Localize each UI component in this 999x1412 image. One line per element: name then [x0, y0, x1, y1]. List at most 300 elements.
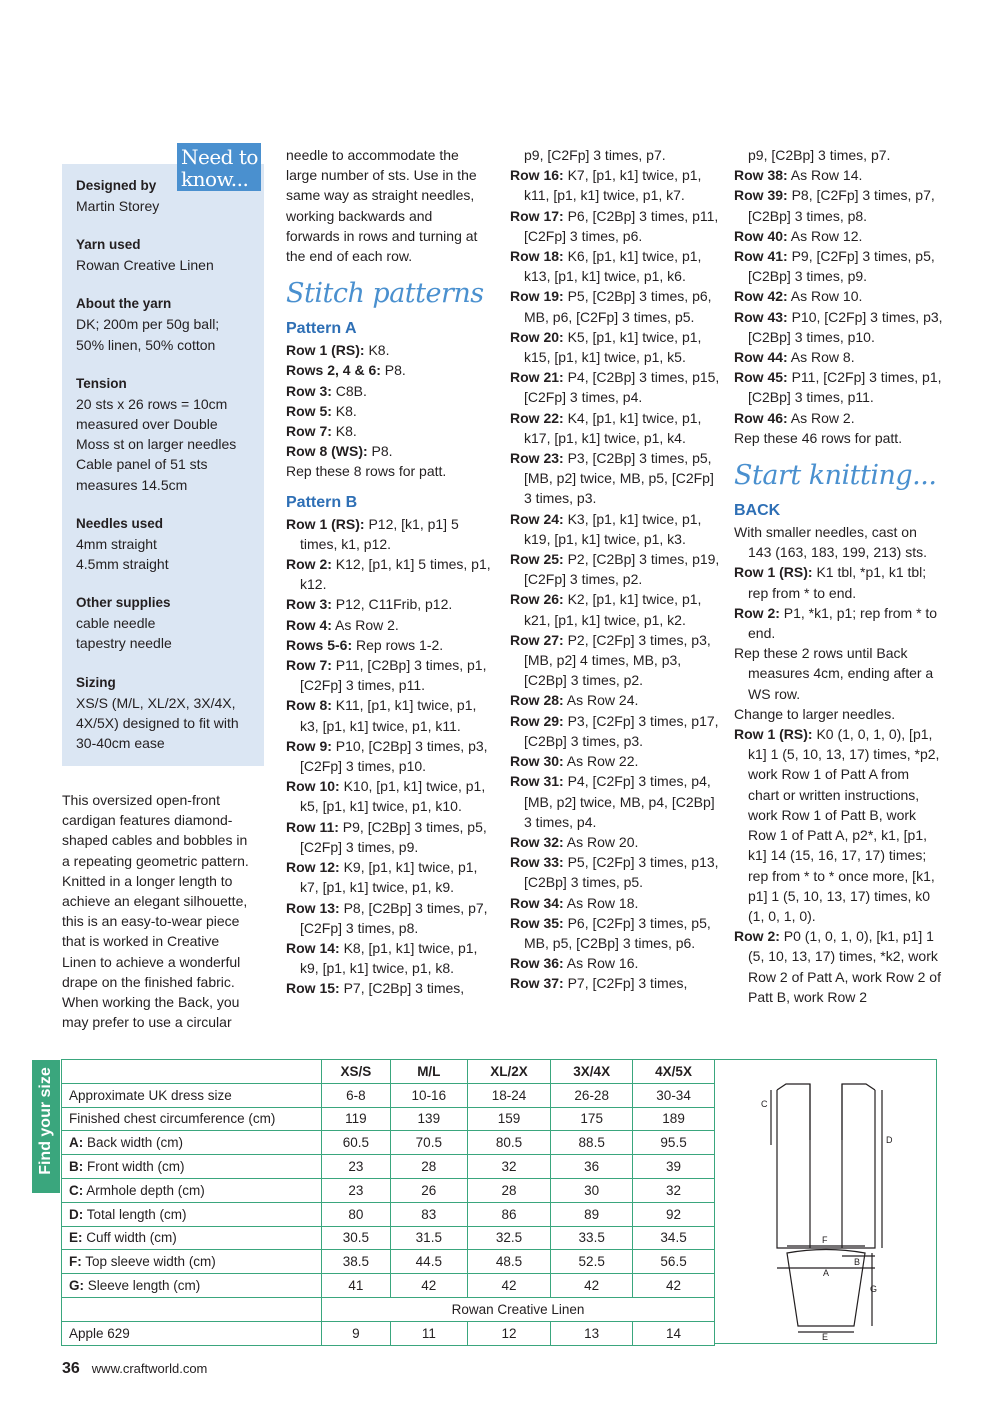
table-cell: 139 — [390, 1107, 467, 1131]
instruction-row — [734, 603, 944, 643]
row-label: Row 28: — [510, 692, 564, 709]
row-label: Row 31: — [510, 773, 564, 790]
row-label: Row 13: — [286, 899, 340, 916]
row-label-text: Sleeve length (cm) — [84, 1278, 201, 1294]
instruction-row — [734, 562, 944, 602]
table-row — [62, 1107, 715, 1131]
col1-intro-line: same way as straight needles, — [286, 187, 475, 204]
right-front-outline — [842, 1084, 875, 1140]
sidebar-block — [76, 374, 254, 495]
row-text: P3, [C2Bp] 3 times, p5, [MB, p2] twice, MB, p5, [C2Fp] 3 times, p3. — [524, 450, 714, 507]
row-text: K9, [p1, k1] twice, p1, k7, [p1, k1] twice, p1, k9. — [300, 859, 478, 896]
row-label: Row 8 (WS): — [286, 443, 368, 460]
instruction-row — [510, 913, 724, 953]
row-text: P9, [C2Fp] 3 times, p5, [C2Bp] 3 times, p9. — [748, 248, 935, 285]
label-e: E — [822, 1332, 829, 1342]
sidebar-line: 50% linen, 50% cotton — [76, 336, 216, 353]
row-text: As Row 14. — [787, 167, 863, 184]
left-front-outline — [777, 1084, 810, 1140]
instruction-row — [286, 381, 496, 401]
row-text: P8, [C2Fp] 3 times, p7, [C2Bp] 3 times, p8. — [748, 187, 935, 224]
table-cell: 38.5 — [322, 1250, 391, 1274]
row-label: Row 17: — [510, 207, 564, 224]
intro-line: this is an easy-to-wear piece — [62, 913, 240, 930]
label-b: B — [854, 1257, 861, 1267]
table-row-label — [62, 1178, 322, 1202]
table-row — [62, 1083, 715, 1107]
row-text: P8, [C2Bp] 3 times, p7, [C2Fp] 3 times, p8. — [300, 899, 488, 936]
row-text: Rep these 2 rows until Back measures 4cm, ending after a WS row. — [734, 645, 934, 702]
row-label: Row 34: — [510, 894, 564, 911]
instruction-row — [734, 704, 944, 724]
row-text: K8. — [364, 342, 390, 359]
row-text: As Row 2. — [787, 409, 855, 426]
instruction-row — [510, 832, 724, 852]
row-key: D: — [69, 1206, 84, 1222]
row-text: K10, [p1, k1] twice, p1, k5, [p1, k1] twice, p1, k10. — [300, 778, 486, 815]
label-a: A — [823, 1268, 830, 1278]
table-header-size: M/L — [390, 1060, 467, 1084]
sidebar-heading: Sizing — [76, 674, 116, 690]
sidebar-line: Moss st on larger needles — [76, 436, 237, 453]
sidebar-line: 4.5mm straight — [76, 556, 169, 573]
sidebar-line: 30-40cm ease — [76, 735, 165, 752]
intro-text — [62, 790, 272, 1032]
row-text: P10, [C2Bp] 3 times, p3, [C2Fp] 3 times, p10. — [300, 737, 488, 775]
instruction-row — [734, 165, 944, 185]
row-label: Row 36: — [510, 955, 564, 972]
row-text: P2, [C2Bp] 3 times, p19, [C2Fp] 3 times, p2. — [524, 551, 720, 588]
back-heading: BACK — [734, 502, 781, 520]
instruction-row — [286, 401, 496, 421]
row-label: Row 33: — [510, 854, 564, 871]
stitch-patterns-heading: Stitch patterns — [286, 278, 484, 310]
colour-label: Apple 629 — [62, 1321, 322, 1345]
table-cell: 42 — [467, 1274, 550, 1298]
table-row-label — [62, 1131, 322, 1155]
instruction-row — [286, 736, 496, 776]
instruction-row — [510, 711, 724, 751]
sidebar-line: cable needle — [76, 615, 156, 632]
table-row — [62, 1274, 715, 1298]
table-cell: 36 — [551, 1155, 633, 1179]
row-label: Row 23: — [510, 450, 564, 467]
table-header-size: 3X/4X — [551, 1060, 633, 1084]
row-text: As Row 10. — [787, 288, 863, 305]
row-text: P5, [C2Fp] 3 times, p13, [C2Bp] 3 times, p5. — [524, 854, 719, 891]
table-cell: 80 — [322, 1202, 391, 1226]
table-cell: 26-28 — [551, 1083, 633, 1107]
row-text: As Row 18. — [563, 894, 639, 911]
row-label-text: Back width (cm) — [83, 1135, 184, 1151]
row-text: Rep these 8 rows for patt. — [286, 463, 447, 480]
intro-line: achieve an elegant silhouette, — [62, 893, 248, 910]
table-cell: 31.5 — [390, 1226, 467, 1250]
footer-url[interactable]: www.craftworld.com — [91, 1361, 208, 1376]
row-text: P9, [C2Bp] 3 times, p5, [C2Fp] 3 times, p9. — [300, 818, 487, 855]
table-cell: 30-34 — [633, 1083, 715, 1107]
table-cell: 89 — [551, 1202, 633, 1226]
row-text: C8B. — [331, 382, 367, 399]
table-cell: 34.5 — [633, 1226, 715, 1250]
intro-line: This oversized open-front — [62, 792, 220, 808]
instruction-row — [510, 549, 724, 589]
column-1 — [286, 145, 496, 999]
instruction-row — [286, 695, 496, 735]
table-cell: 42 — [390, 1274, 467, 1298]
table-cell: 33.5 — [551, 1226, 633, 1250]
intro-line: a repeating geometric pattern. — [62, 852, 249, 869]
pattern-b-rows-end — [734, 145, 944, 448]
intro-line: drape on the finished fabric. — [62, 973, 235, 990]
row-label: Row 27: — [510, 631, 564, 648]
instruction-row — [286, 340, 496, 360]
table-cell: 83 — [390, 1202, 467, 1226]
schematic-diagram — [714, 1059, 937, 1344]
row-text: As Row 24. — [563, 692, 639, 709]
sidebar-heading: Tension — [76, 375, 127, 391]
sidebar-heading: Other supplies — [76, 595, 171, 611]
row-label: Rows 2, 4 & 6: — [286, 362, 381, 379]
row-label: Row 1 (RS): — [734, 726, 813, 743]
table-row-label — [62, 1155, 322, 1179]
row-text: P12, [k1, p1] 5 times, k1, p12. — [300, 515, 459, 552]
instruction-row — [510, 690, 724, 710]
row-key: G: — [69, 1278, 84, 1294]
instruction-row — [286, 817, 496, 857]
instruction-row — [286, 898, 496, 938]
row-text: P7, [C2Fp] 3 times, — [563, 975, 688, 992]
row-label: Row 37: — [510, 975, 564, 992]
garment-schematic — [714, 1060, 936, 1345]
back-instructions — [734, 522, 944, 1007]
row-label-text: Front width (cm) — [83, 1159, 185, 1175]
size-table — [61, 1059, 715, 1346]
row-text: P11, [C2Fp] 3 times, p1, [C2Bp] 3 times, p11. — [748, 369, 942, 406]
row-label: Row 2: — [734, 928, 780, 945]
row-label: Row 1 (RS): — [286, 342, 365, 359]
row-label: Row 12: — [286, 859, 340, 876]
row-label: Row 7: — [286, 657, 332, 674]
row-text: P4, [C2Bp] 3 times, p15, [C2Fp] 3 times, p4. — [524, 369, 720, 406]
column-2 — [510, 145, 724, 994]
intro-line: shaped cables and bobbles in — [62, 832, 248, 849]
table-row-label — [62, 1274, 322, 1298]
table-cell: 56.5 — [633, 1250, 715, 1274]
yarn-name-cell: Rowan Creative Linen — [322, 1297, 715, 1321]
row-label: Row 5: — [286, 402, 332, 419]
table-yarn-row — [62, 1297, 715, 1321]
instruction-row — [734, 408, 944, 428]
table-header-size: 4X/5X — [633, 1060, 715, 1084]
row-label: Row 19: — [510, 288, 564, 305]
instruction-row — [510, 448, 724, 509]
table-row — [62, 1155, 715, 1179]
row-text: P11, [C2Bp] 3 times, p1, [C2Fp] 3 times, p11. — [300, 657, 487, 694]
row-text: K0 (1, 0, 1, 0), [p1, k1] 1 (5, 10, 13, 17) times, *p2, work Row 1 of Patt A from chart or written instructions, work Row 1 of Patt B, work Row 1 of Patt A, p2*, k1, [p1, k1] 14 (15, 16, 17, 17) times; rep from * to * once more, [k1, p1] 1 (5, 10, 13, 17) times, k0 (1, 0, 1, 0). — [748, 726, 940, 924]
row-text: P12, C11Frib, p12. — [331, 596, 453, 613]
label-c: C — [761, 1099, 768, 1109]
table-cell: 30.5 — [322, 1226, 391, 1250]
row-text: K8. — [331, 423, 357, 440]
row-label: Row 46: — [734, 409, 788, 426]
table-cell: 52.5 — [551, 1250, 633, 1274]
row-label: Row 35: — [510, 914, 564, 931]
row-key: F: — [69, 1254, 82, 1270]
intro-line: When working the Back, you — [62, 994, 240, 1011]
sidebar-line: measured over Double — [76, 416, 218, 433]
sidebar-heading: About the yarn — [76, 296, 172, 312]
row-text: K6, [p1, k1] twice, p1, k13, [p1, k1] twice, p1, k6. — [524, 248, 702, 285]
table-header-size: XS/S — [322, 1060, 391, 1084]
row-text: K12, [p1, k1] 5 times, p1, k12. — [300, 556, 491, 593]
sidebar-line: 4X/5X) designed to fit with — [76, 714, 239, 731]
row-label: Row 15: — [286, 980, 340, 997]
start-knitting-heading: Start knitting... — [734, 460, 937, 492]
sidebar-line: XS/S (M/L, XL/2X, 3X/4X, — [76, 694, 236, 711]
table-cell: 23 — [322, 1155, 391, 1179]
instruction-row — [734, 246, 944, 286]
instruction-row — [734, 226, 944, 246]
row-text: P5, [C2Bp] 3 times, p6, MB, p6, [C2Fp] 3 times, p5. — [524, 288, 712, 325]
row-label: Row 7: — [286, 423, 332, 440]
row-label: Row 11: — [286, 818, 339, 835]
instruction-row — [286, 360, 496, 380]
intro-line: that is worked in Creative — [62, 933, 220, 950]
table-row — [62, 1131, 715, 1155]
row-text: K4, [p1, k1] twice, p1, k17, [p1, k1] twice, p1, k4. — [524, 409, 702, 446]
row-text: P8. — [367, 443, 393, 460]
instruction-row — [286, 594, 496, 614]
row-key: C: — [69, 1182, 84, 1198]
row-text: K1 tbl, *p1, k1 tbl; rep from * to end. — [748, 564, 927, 601]
row-text: Change to larger needles. — [734, 705, 896, 722]
row-label: Row 3: — [286, 596, 332, 613]
row-text: Rep rows 1-2. — [352, 636, 444, 653]
table-cell: 42 — [633, 1274, 715, 1298]
find-your-size-text: Find your size — [37, 1067, 54, 1175]
row-text: As Row 16. — [563, 955, 639, 972]
row-label: Row 1 (RS): — [734, 564, 813, 581]
row-text: K5, [p1, k1] twice, p1, k15, [p1, k1] twice, p1, k5. — [524, 328, 702, 366]
row-label-text: Armhole depth (cm) — [83, 1182, 205, 1198]
sidebar-heading: Yarn used — [76, 237, 141, 253]
instruction-row — [510, 145, 724, 165]
instruction-row — [734, 347, 944, 367]
sidebar-line: Cable panel of 51 sts — [76, 456, 208, 473]
row-label-text: Approximate UK dress size — [69, 1087, 232, 1103]
need-to-know-panel — [62, 164, 264, 766]
row-text: P10, [C2Fp] 3 times, p3, [C2Bp] 3 times, p10. — [748, 308, 943, 345]
ball-count-cell: 9 — [322, 1321, 391, 1345]
col1-intro-line: large number of sts. Use in the — [286, 167, 477, 184]
row-text: Rep these 46 rows for patt. — [734, 429, 903, 446]
instruction-row — [734, 145, 944, 165]
instruction-row — [510, 771, 724, 832]
instruction-row — [734, 522, 944, 562]
table-row-label — [62, 1226, 322, 1250]
table-cell: 28 — [467, 1178, 550, 1202]
need-tag-line-2: know... — [181, 167, 249, 191]
instruction-row — [510, 246, 724, 286]
page-footer — [62, 1360, 207, 1378]
instruction-row — [286, 635, 496, 655]
ball-count-cell: 13 — [551, 1321, 633, 1345]
row-label: Row 38: — [734, 167, 788, 184]
table-cell — [62, 1297, 322, 1321]
instruction-row — [286, 857, 496, 897]
sidebar-block — [76, 593, 254, 653]
column-3 — [734, 145, 944, 1007]
instruction-row — [286, 554, 496, 594]
row-text: As Row 12. — [787, 227, 863, 244]
ball-count-cell: 14 — [633, 1321, 715, 1345]
instruction-row — [286, 938, 496, 978]
table-row — [62, 1226, 715, 1250]
row-label: Row 2: — [734, 604, 780, 621]
table-cell: 23 — [322, 1178, 391, 1202]
table-cell: 10-16 — [390, 1083, 467, 1107]
row-label: Row 39: — [734, 187, 788, 204]
intro-line: may prefer to use a circular — [62, 1014, 232, 1031]
instruction-row — [734, 428, 944, 448]
row-text: As Row 20. — [563, 833, 639, 850]
row-text: K8, [p1, k1] twice, p1, k9, [p1, k1] twice, p1, k8. — [300, 939, 478, 977]
table-header-empty — [62, 1060, 322, 1084]
table-colour-row — [62, 1321, 715, 1345]
sidebar-line: tapestry needle — [76, 635, 172, 652]
row-text: P4, [C2Fp] 3 times, p4, [MB, p2] twice, MB, p4, [C2Bp] 3 times, p4. — [524, 773, 715, 830]
row-label: Row 4: — [286, 616, 332, 633]
sidebar-block — [76, 514, 254, 574]
row-text: P3, [C2Fp] 3 times, p17, [C2Bp] 3 times, p3. — [524, 712, 719, 749]
table-cell: 30 — [551, 1178, 633, 1202]
row-label: Row 8: — [286, 697, 332, 714]
table-row — [62, 1250, 715, 1274]
need-to-know-tag — [177, 143, 261, 191]
instruction-row — [510, 751, 724, 771]
row-label-text: Total length (cm) — [83, 1206, 187, 1222]
row-text: As Row 8. — [787, 349, 855, 366]
instruction-row — [510, 165, 724, 205]
row-text: K7, [p1, k1] twice, p1, k11, [p1, k1] twice, p1, k7. — [524, 167, 702, 204]
need-tag-line-1: Need to — [181, 145, 258, 169]
row-label: Row 22: — [510, 409, 564, 426]
row-key: A: — [69, 1135, 84, 1151]
row-text: K2, [p1, k1] twice, p1, k21, [p1, k1] twice, p1, k2. — [524, 591, 702, 628]
body-outline — [777, 1090, 875, 1248]
row-label-text: Top sleeve width (cm) — [81, 1254, 216, 1270]
find-your-size-label — [32, 1060, 60, 1193]
col1-intro-line: the end of each row. — [286, 248, 413, 265]
col1-intro-line: forwards in rows and turning at — [286, 227, 478, 244]
sidebar-line: measures 14.5cm — [76, 476, 188, 493]
row-text: P0 (1, 0, 1, 0), [k1, p1] 1 (5, 10, 13, 17) times, *k2, work Row 2 of Patt A, work Row 2 of Patt B, work Row 2 — [748, 928, 941, 1005]
instruction-row — [734, 643, 944, 704]
col1-intro — [286, 145, 496, 266]
row-label-text: Cuff width (cm) — [82, 1230, 177, 1246]
table-cell: 95.5 — [633, 1131, 715, 1155]
row-text: As Row 22. — [563, 753, 639, 770]
table-cell: 32.5 — [467, 1226, 550, 1250]
table-row-label — [62, 1250, 322, 1274]
instruction-row — [510, 630, 724, 691]
row-text: As Row 2. — [331, 616, 399, 633]
instruction-row — [286, 461, 496, 481]
instruction-row — [510, 589, 724, 629]
row-label: Row 14: — [286, 939, 340, 956]
row-label: Row 32: — [510, 833, 564, 850]
row-label: Row 3: — [286, 382, 332, 399]
table-row — [62, 1178, 715, 1202]
row-text: With smaller needles, cast on 143 (163, 183, 199, 213) sts. — [734, 524, 928, 561]
table-cell: 26 — [390, 1178, 467, 1202]
row-label: Row 40: — [734, 227, 788, 244]
row-label: Row 29: — [510, 712, 564, 729]
instruction-row — [734, 926, 944, 1007]
instruction-row — [510, 327, 724, 367]
sidebar-line: Martin Storey — [76, 198, 160, 214]
table-cell: 70.5 — [390, 1131, 467, 1155]
row-text: P2, [C2Fp] 3 times, p3, [MB, p2] 4 times, MB, p3, [C2Bp] 3 times, p2. — [524, 631, 711, 689]
table-cell: 41 — [322, 1274, 391, 1298]
row-text: P6, [C2Bp] 3 times, p11, [C2Fp] 3 times, p6. — [524, 207, 719, 244]
col1-intro-line: needle to accommodate the — [286, 147, 459, 163]
row-label: Row 43: — [734, 308, 788, 325]
row-label: Row 10: — [286, 778, 340, 795]
row-text: P6, [C2Fp] 3 times, p5, MB, p5, [C2Bp] 3 times, p6. — [524, 914, 711, 951]
row-label: Row 2: — [286, 556, 332, 573]
label-f: F — [822, 1235, 828, 1245]
table-row-label — [62, 1202, 322, 1226]
label-g: G — [870, 1284, 878, 1294]
table-cell: 32 — [467, 1155, 550, 1179]
row-key: E: — [69, 1230, 83, 1246]
table-header-row — [62, 1060, 715, 1084]
pattern-b-rows — [286, 514, 496, 999]
row-text: p9, [C2Fp] 3 times, p7. — [524, 147, 666, 163]
table-cell: 18-24 — [467, 1083, 550, 1107]
instruction-row — [510, 206, 724, 246]
table-cell: 48.5 — [467, 1250, 550, 1274]
instruction-row — [734, 185, 944, 225]
table-cell: 60.5 — [322, 1131, 391, 1155]
sidebar-line: 20 sts x 26 rows = 10cm — [76, 395, 228, 412]
table-cell: 175 — [551, 1107, 633, 1131]
row-label: Row 42: — [734, 288, 788, 305]
row-label: Row 16: — [510, 167, 564, 184]
table-cell: 44.5 — [390, 1250, 467, 1274]
row-label: Row 44: — [734, 349, 788, 366]
table-header-size: XL/2X — [467, 1060, 550, 1084]
row-label: Row 24: — [510, 510, 564, 527]
instruction-row — [286, 978, 496, 998]
table-cell: 92 — [633, 1202, 715, 1226]
instruction-row — [510, 286, 724, 326]
row-text: K3, [p1, k1] twice, p1, k19, [p1, k1] twice, p1, k3. — [524, 510, 702, 547]
row-label: Row 26: — [510, 591, 564, 608]
table-cell: 119 — [322, 1107, 391, 1131]
row-label: Row 25: — [510, 551, 564, 568]
col1-intro-line: working backwards and — [286, 207, 433, 224]
table-cell: 42 — [551, 1274, 633, 1298]
instruction-row — [510, 852, 724, 892]
instruction-row — [286, 615, 496, 635]
table-cell: 39 — [633, 1155, 715, 1179]
page-number: 36 — [62, 1360, 80, 1377]
ball-count-cell: 12 — [467, 1321, 550, 1345]
table-cell: 32 — [633, 1178, 715, 1202]
